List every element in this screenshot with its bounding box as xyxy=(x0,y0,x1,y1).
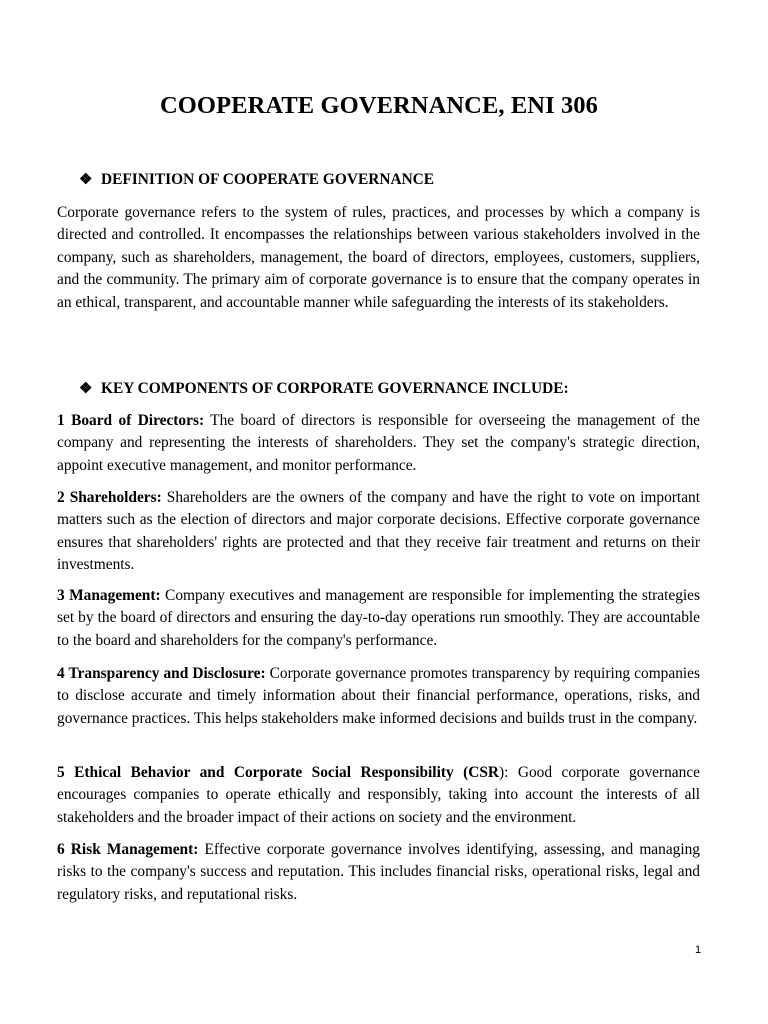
component-text: The board of directors is responsible for overseeing the management of the company and representing the interests of shareholders. They set the company's strategic direction, appoint executive management, and monitor performance. xyxy=(57,412,700,474)
component-item-risk xyxy=(57,839,700,906)
definition-heading-text: DEFINITION OF COOPERATE GOVERNANCE xyxy=(101,171,435,188)
component-text: Shareholders are the owners of the company and have the right to vote on important matters such as the election of directors and major corporate decisions. Effective corporate governance ensures that shareholders' rights are protected and that they receive fair treatment and returns on their investments. xyxy=(57,489,700,574)
component-label: 4 Transparency and Disclosure: xyxy=(57,665,266,682)
components-heading xyxy=(79,379,569,398)
diamond-bullet-icon: ❖ xyxy=(79,172,93,188)
document-title: COOPERATE GOVERNANCE, ENI 306 xyxy=(159,92,599,119)
component-item-shareholders xyxy=(57,487,700,577)
component-text: Company executives and management are responsible for implementing the strategies set by the board of directors and ensuring the day-to-day operations run smoothly. They are accountable to the board and shareholders for the company's performance. xyxy=(57,587,700,649)
diamond-bullet-icon: ❖ xyxy=(79,381,93,397)
component-label: 2 Shareholders: xyxy=(57,489,162,506)
component-item-transparency xyxy=(57,663,700,730)
component-label: 1 Board of Directors: xyxy=(57,412,205,429)
component-item-ethics-csr xyxy=(57,762,700,829)
component-item-management xyxy=(57,585,700,652)
component-text: Corporate governance promotes transparency by requiring companies to disclose accurate and timely information about their financial performance, operations, risks, and governance practices. This helps stakeholders make informed decisions and builds trust in the company. xyxy=(57,665,700,727)
component-label: 3 Management: xyxy=(57,587,161,604)
component-label: 6 Risk Management: xyxy=(57,841,199,858)
components-heading-text: KEY COMPONENTS OF CORPORATE GOVERNANCE INCLUDE: xyxy=(101,380,569,397)
component-label: 5 Ethical Behavior and Corporate Social Responsibility (CSR xyxy=(57,764,500,781)
definition-heading xyxy=(79,170,434,189)
component-item-board xyxy=(57,410,700,477)
component-text: ): Good corporate governance encourages companies to operate ethically and responsibly, taking into account the interests of all stakeholders and the broader impact of their actions on society and the environment. xyxy=(57,764,700,826)
component-text: Effective corporate governance involves identifying, assessing, and managing risks to the company's success and reputation. This includes financial risks, operational risks, legal and regulatory risks, and reputational risks. xyxy=(57,841,701,903)
definition-paragraph: Corporate governance refers to the system of rules, practices, and processes by which a company is directed and controlled. It encompasses the relationships between various stakeholders involved in the company, such as shareholders, management, the board of directors, employees, customers, suppliers, and the community. The primary aim of corporate governance is to ensure that the company operates in an ethical, transparent, and accountable manner while safeguarding the interests of its stakeholders. xyxy=(57,204,700,311)
page-number: 1 xyxy=(694,944,702,956)
